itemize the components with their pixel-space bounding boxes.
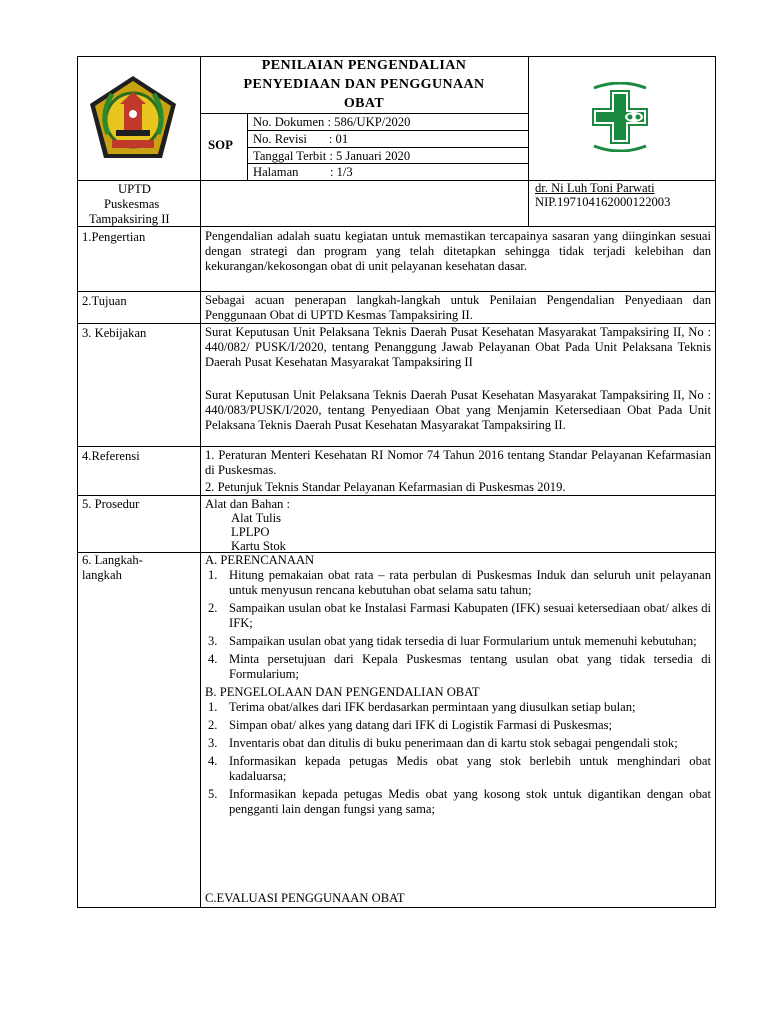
prosedur-item: LPLPO [231,525,270,539]
prosedur-item: Kartu Stok [231,539,286,553]
signer-nip: NIP.197104162000122003 [535,195,671,209]
prosedur-item: Alat Tulis [231,511,282,525]
document-title: PENILAIAN PENGENDALIAN PENYEDIAAN DAN PENGGUNAAN OBAT [243,58,485,111]
kebijakan-label: 3. Kebijakan [82,326,147,340]
referensi-text1: 1. Peraturan Menteri Kesehatan RI Nomor 74 Tahun 2016 tentang Standar Pelayanan Kefarmasian di Puskesmas. [205,448,711,477]
org-line3: Tampaksiring II [89,212,170,226]
list-item: 4. Informasikan kepada petugas Medis obat yang stok berlebih untuk menghindari obat kadaluarsa; [208,754,711,783]
tujuan-text: Sebagai acuan penerapan langkah-langkah untuk Penilaian Pengendalian Penyediaan dan Penggunaan Obat di UPTD Kesmas Tampaksiring II. [205,293,711,322]
referensi-text2: 2. Petunjuk Teknis Standar Pelayanan Kefarmasian di Puskesmas 2019. [205,480,566,494]
prosedur-label: 5. Prosedur [82,497,140,511]
list-item: 4. Minta persetujuan dari Kepala Puskesmas tentang usulan obat yang tidak tersedia di Formularium; [208,652,711,681]
no-dokumen: No. Dokumen : 586/UKP/2020 [253,115,411,129]
list-item: 1. Terima obat/alkes dari IFK berdasarkan permintaan yang diusulkan setiap bulan; [208,700,636,714]
sop-label: SOP [208,138,233,152]
regional-crest-logo [86,74,180,164]
signer-name: dr. Ni Luh Toni Parwati [535,181,655,195]
no-revisi: No. Revisi : 01 [253,132,349,146]
org-line1: UPTD [118,182,151,196]
halaman: Halaman : 1/3 [253,165,353,179]
langkah-steps [205,553,711,820]
list-item: 5. Informasikan kepada petugas Medis obat yang kosong stok untuk digantikan dengan obat pengganti lain dengan fungsi yang sama; [208,787,711,816]
prosedur-intro: Alat dan Bahan : [205,497,290,511]
section-a-heading: A. PERENCANAAN [205,553,315,567]
list-item: 2. Simpan obat/ alkes yang datang dari IFK di Logistik Farmasi di Puskesmas; [208,718,613,732]
section-c-heading: C.EVALUASI PENGGUNAAN OBAT [205,891,405,905]
tujuan-label: 2.Tujuan [82,294,127,308]
puskesmas-cross-logo [574,82,666,152]
section-b-heading: B. PENGELOLAAN DAN PENGENDALIAN OBAT [205,685,480,699]
list-item: 1. Hitung pemakaian obat rata – rata perbulan di Puskesmas Induk dan seluruh unit pelayanan untuk menyusun rencana kebutuhan obat selama satu tahun; [208,568,711,597]
org-line2: Puskesmas [104,197,160,211]
list-item: 3. Sampaikan usulan obat yang tidak tersedia di luar Formularium untuk memenuhi kebutuhan; [208,634,697,648]
langkah-label-line1: 6. Langkah- [82,553,143,567]
list-item: 2. Sampaikan usulan obat ke Instalasi Farmasi Kabupaten (IFK) sesuai ketersediaan obat/ alkes di IFK; [208,601,711,630]
langkah-label-line2: langkah [82,568,122,582]
kebijakan-text1: Surat Keputusan Unit Pelaksana Teknis Daerah Pusat Kesehatan Masyarakat Tampaksiring II, No : 440/082/ PUSK/I/2020, tentang Penanggung Jawab Pelayanan Obat Pada Unit Pelaksana Teknis Daerah Pusat Kesehatan Masyarakat Tampaksiring II [205,325,711,369]
tanggal-terbit: Tanggal Terbit : 5 Januari 2020 [253,149,411,163]
pengertian-text: Pengendalian adalah suatu kegiatan untuk memastikan tercapainya sasaran yang diinginkan sesuai dengan strategi dan program yang telah ditetapkan sehingga tidak terjadi kelebihan dan kekurangan/kekosongan obat di unit pelayanan kesehatan dasar. [205,229,711,273]
referensi-label: 4.Referensi [82,449,140,463]
kebijakan-text2: Surat Keputusan Unit Pelaksana Teknis Daerah Pusat Kesehatan Masyarakat Tampaksiring II, No : 440/083/PUSK/I/2020, tentang Penyediaan Obat yang Menjamin Ketersediaan Obat Pada Unit Pelaksana Teknis Daerah Pusat Kesehatan Masyarakat Tampaksiring II. [205,388,711,432]
pengertian-label: 1.Pengertian [82,230,146,244]
list-item: 3. Inventaris obat dan ditulis di buku penerimaan dan di kartu stok sebagai pengendali stok; [208,736,678,750]
